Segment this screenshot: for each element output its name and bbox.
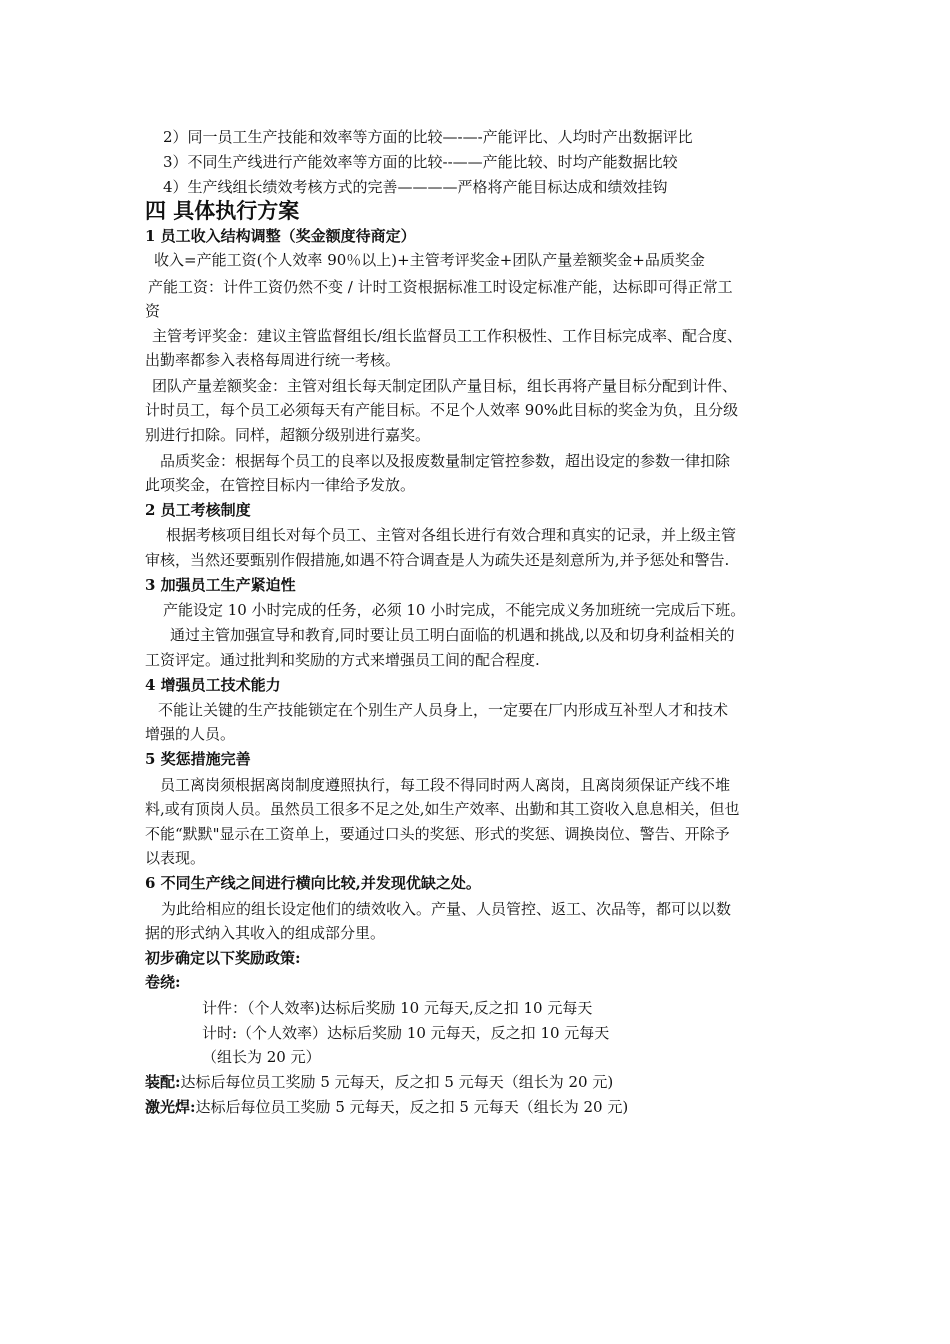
- laser-line: [145, 1095, 810, 1119]
- s1-quality-line: 此项奖金，在管控目标内一律给予发放。: [145, 476, 416, 494]
- assembly-line: [145, 1070, 810, 1094]
- s3-line: 工资评定。通过批判和奖励的方式来增强员工间的配合程度.: [145, 651, 540, 669]
- s1-team-line: 团队产量差额奖金：主管对组长每天制定团队产量目标，组长再将产量目标分配到计件、: [152, 377, 738, 395]
- winding-time: 计时:（个人效率）达标后奖励 10 元每天，反之扣 10 元每天: [202, 1024, 610, 1042]
- s6-heading: 6 不同生产线之间进行横向比较,并发现优缺之处。: [145, 874, 481, 892]
- assembly-text: 达标后每位员工奖励 5 元每天，反之扣 5 元每天（组长为 20 元): [180, 1073, 614, 1091]
- laser-label: 激光焊:: [145, 1098, 196, 1116]
- s3-line: 通过主管加强宣导和教育,同时要让员工明白面临的机遇和挑战,以及和切身利益相关的: [170, 626, 735, 644]
- winding-label: 卷绕:: [145, 973, 181, 991]
- s4-line: 增强的人员。: [145, 725, 236, 743]
- winding-leader: （组长为 20 元）: [202, 1048, 321, 1066]
- winding-piece: 计件：（个人效率)达标后奖励 10 元每天,反之扣 10 元每天: [202, 999, 593, 1017]
- s6-line: 据的形式纳入其收入的组成部分里。: [145, 924, 386, 942]
- s1-team-line: 计时员工，每个员工必须每天有产能目标。不足个人效率 90%此目标的奖金为负，且分级: [145, 401, 739, 419]
- s5-line: 以表现。: [145, 849, 206, 867]
- policy-heading: 初步确定以下奖励政策:: [145, 949, 301, 967]
- s3-line: 产能设定 10 小时完成的任务，必须 10 小时完成，不能完成义务加班统一完成后下班。: [163, 601, 746, 619]
- intro-item: 2）同一员工生产技能和效率等方面的比较—-—-产能评比、人均时产出数据评比: [163, 128, 693, 146]
- s4-heading: 4 增强员工技术能力: [145, 676, 281, 694]
- s2-line: 根据考核项目组长对每个员工、主管对各组长进行有效合理和真实的记录，并上级主管: [166, 526, 737, 544]
- s2-line: 审核，当然还要甄别作假措施,如遇不符合调查是人为疏失还是刻意所为,并予惩处和警告.: [145, 551, 730, 569]
- s4-line: 不能让关键的生产技能锁定在个别生产人员身上，一定要在厂内形成互补型人才和技术: [158, 701, 729, 719]
- intro-item: 3）不同生产线进行产能效率等方面的比较--——产能比较、时均产能数据比较: [163, 153, 678, 171]
- s5-line: 不能“默默"显示在工资单上，要通过口头的奖惩、形式的奖惩、调换岗位、警告、开除予: [145, 825, 730, 843]
- s1-formula: 收入=产能工资(个人效率 90％以上)+主管考评奖金+团队产量差额奖金+品质奖金: [154, 251, 705, 269]
- s3-heading: 3 加强员工生产紧迫性: [145, 576, 296, 594]
- s5-line: 员工离岗须根据离岗制度遵照执行，每工段不得同时两人离岗，且离岗须保证产线不堆: [160, 776, 731, 794]
- s1-capacity-line: 产能工资：计件工资仍然不变 / 计时工资根据标准工时设定标准产能，达标即可得正常工: [148, 278, 733, 296]
- intro-item: 4）生产线组长绩效考核方式的完善————严格将产能目标达成和绩效挂钩: [163, 178, 668, 196]
- s1-supervisor-line: 出勤率都参入表格每周进行统一考核。: [145, 351, 401, 369]
- section-title: 四 具体执行方案: [145, 198, 300, 223]
- s5-heading: 5 奖惩措施完善: [145, 750, 251, 768]
- s5-line: 料,或有顶岗人员。虽然员工很多不足之处,如生产效率、出勤和其工资收入息息相关，但也: [145, 800, 740, 818]
- s1-capacity-line: 资: [145, 302, 161, 320]
- assembly-label: 装配:: [145, 1073, 181, 1091]
- laser-text: 达标后每位员工奖励 5 元每天，反之扣 5 元每天（组长为 20 元): [195, 1098, 629, 1116]
- s1-quality-line: 品质奖金：根据每个员工的良率以及报废数量制定管控参数，超出设定的参数一律扣除: [160, 452, 731, 470]
- s2-heading: 2 员工考核制度: [145, 501, 251, 519]
- s1-supervisor-line: 主管考评奖金：建议主管监督组长/组长监督员工工作积极性、工作目标完成率、配合度、: [152, 327, 743, 345]
- s1-heading: 1 员工收入结构调整（奖金额度待商定）: [145, 227, 416, 245]
- s1-team-line: 别进行扣除。同样，超额分级别进行嘉奖。: [145, 426, 431, 444]
- s6-line: 为此给相应的组长设定他们的绩效收入。产量、人员管控、返工、次品等，都可以以数: [161, 900, 732, 918]
